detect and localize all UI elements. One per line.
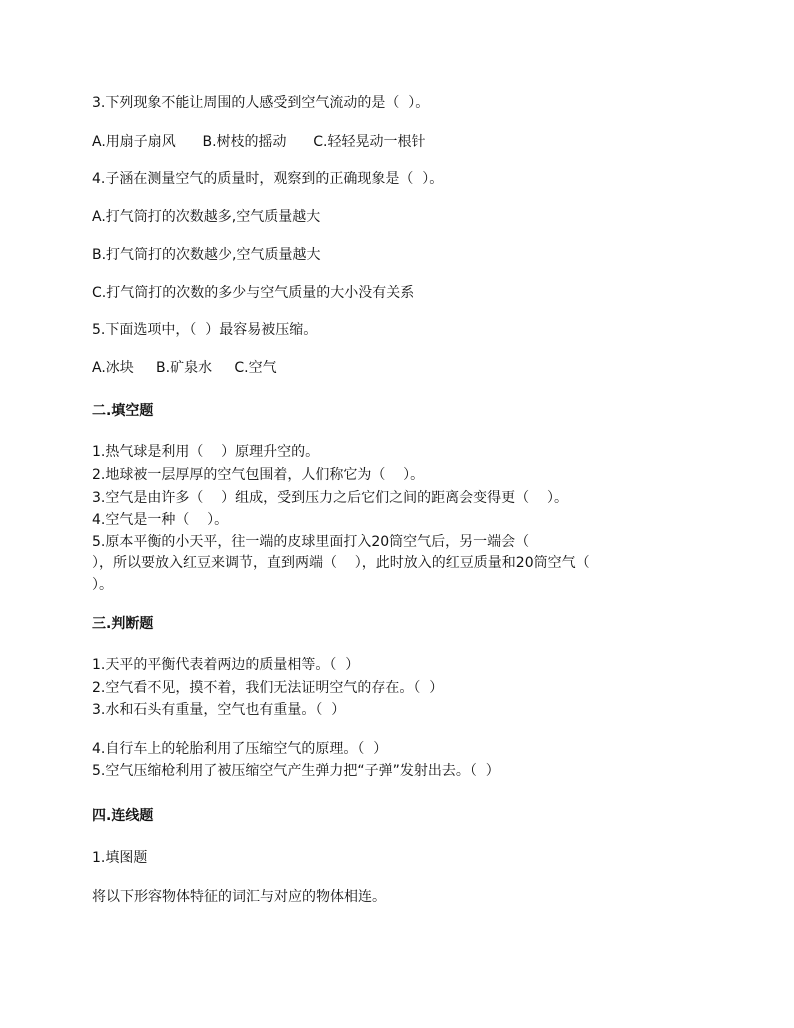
fill-blank-item: 4.空气是一种（ ）。 xyxy=(92,512,229,528)
judgement-item: 1.天平的平衡代表着两边的质量相等。（ ） xyxy=(92,657,360,673)
q4-option-a: A.打气筒打的次数越多,空气质量越大 xyxy=(92,209,321,225)
q3-stem: 3.下列现象不能让周围的人感受到空气流动的是（ ）。 xyxy=(92,95,430,111)
fill-blank-item: 2.地球被一层厚厚的空气包围着，人们称它为（ ）。 xyxy=(92,467,425,483)
q5-options: A.冰块 B.矿泉水 C.空气 xyxy=(92,360,277,376)
judgement-item: 2.空气看不见，摸不着，我们无法证明空气的存在。（ ） xyxy=(92,680,444,696)
fill-blank-item-continued: ），所以要放入红豆来调节，直到两端（ ），此时放入的红豆质量和20筒空气（ xyxy=(92,555,590,571)
q4-stem: 4.子涵在测量空气的质量时，观察到的正确现象是（ ）。 xyxy=(92,171,444,187)
section-fill-blank-title: 二.填空题 xyxy=(92,403,154,419)
q5-stem: 5.下面选项中，（ ）最容易被压缩。 xyxy=(92,322,318,338)
matching-instruction: 将以下形容物体特征的词汇与对应的物体相连。 xyxy=(92,889,386,905)
matching-subtitle: 1.填图题 xyxy=(92,850,148,866)
fill-blank-item: 3.空气是由许多（ ）组成，受到压力之后它们之间的距离会变得更（ ）。 xyxy=(92,490,568,506)
q4-option-b: B.打气筒打的次数越少,空气质量越大 xyxy=(92,247,321,263)
judgement-item: 3.水和石头有重量，空气也有重量。（ ） xyxy=(92,702,346,718)
q3-options: A.用扇子扇风 B.树枝的摇动 C.轻轻晃动一根针 xyxy=(92,134,426,150)
section-matching-title: 四.连线题 xyxy=(92,808,154,824)
section-judgement-title: 三.判断题 xyxy=(92,616,154,632)
q4-option-c: C.打气筒打的次数的多少与空气质量的大小没有关系 xyxy=(92,285,415,301)
fill-blank-item: 5.原本平衡的小天平，往一端的皮球里面打入20筒空气后，另一端会（ xyxy=(92,534,530,550)
judgement-item: 4.自行车上的轮胎利用了压缩空气的原理。（ ） xyxy=(92,741,388,757)
fill-blank-item-continued: ）。 xyxy=(92,577,113,593)
judgement-item: 5.空气压缩枪利用了被压缩空气产生弹力把“子弹”发射出去。（ ） xyxy=(92,763,500,779)
fill-blank-item: 1.热气球是利用（ ）原理升空的。 xyxy=(92,444,320,460)
